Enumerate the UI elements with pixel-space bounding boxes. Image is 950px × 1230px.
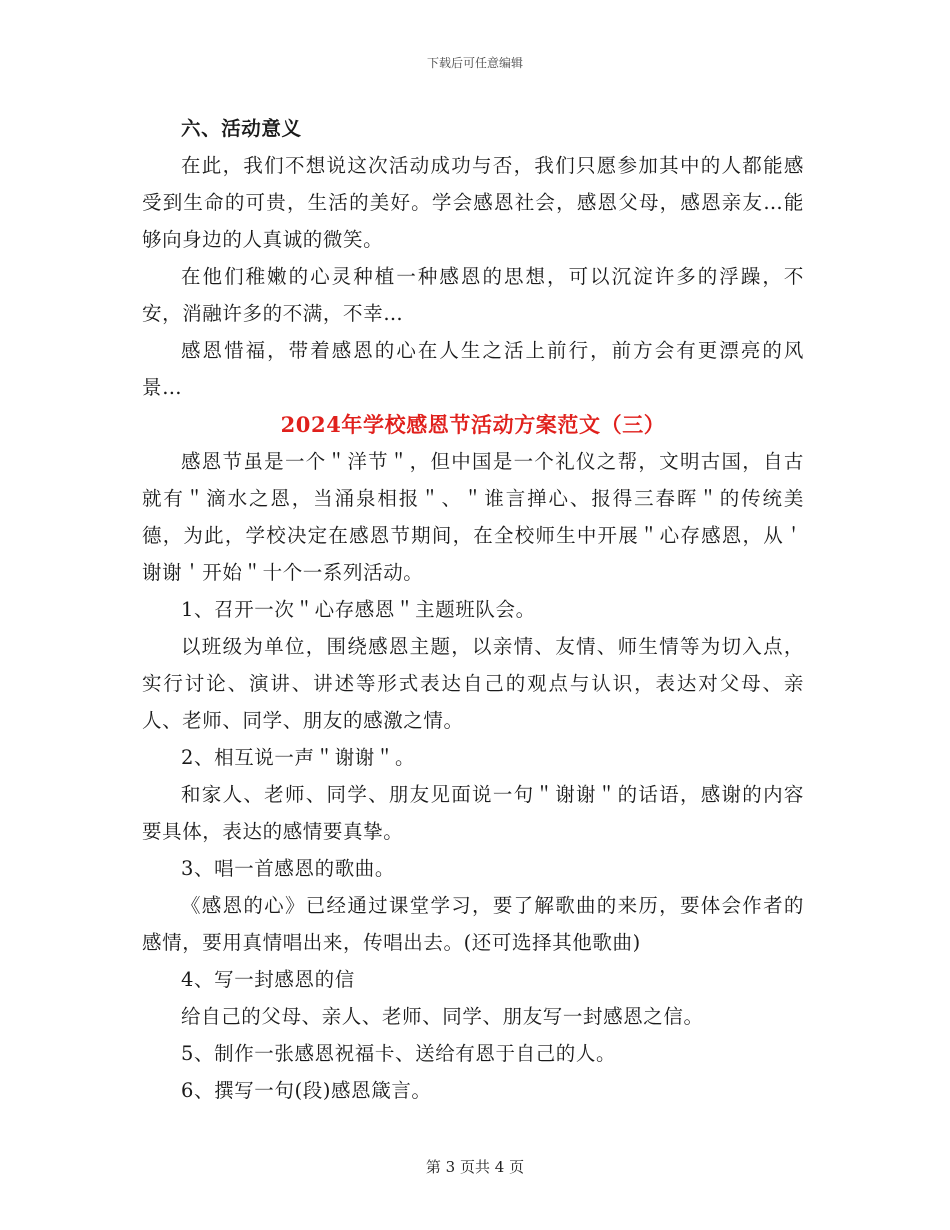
document-body	[142, 108, 804, 1109]
activity-item-heading: 6、撰写一句(段)感恩箴言。	[181, 1079, 432, 1102]
document-title: 2024年学校感恩节活动方案范文（三）	[280, 412, 666, 437]
paragraph: 在他们稚嫩的心灵种植一种感恩的思想，可以沉淀许多的浮躁，不安，消融许多的不满，不幸…	[142, 265, 804, 325]
activity-item-body: 以班级为单位，围绕感恩主题，以亲情、友情、师生情等为切入点，实行讨论、演讲、讲述等形式表达自己的观点与认识，表达对父母、亲人、老师、同学、朋友的感激之情。	[142, 635, 804, 732]
activity-item-heading: 5、制作一张感恩祝福卡、送给有恩于自己的人。	[181, 1042, 617, 1065]
page-header: 下载后可任意编辑	[426, 56, 523, 70]
activity-item-heading: 4、写一封感恩的信	[181, 968, 355, 991]
page-footer: 第 3 页共 4 页	[425, 1158, 525, 1176]
activity-item-body: 给自己的父母、亲人、老师、同学、朋友写一封感恩之信。	[181, 1005, 704, 1028]
activity-item-heading: 1、召开一次＂心存感恩＂主题班队会。	[181, 598, 536, 621]
activity-item-body: 和家人、老师、同学、朋友见面说一句＂谢谢＂的话语，感谢的内容要具体，表达的感情要真挚。	[142, 783, 804, 843]
intro-paragraph: 感恩节虽是一个＂洋节＂，但中国是一个礼仪之帮，文明古国，自古就有＂滴水之恩，当涌泉相报＂、＂谁言掸心、报得三春晖＂的传统美德，为此，学校决定在感恩节期间，在全校师生中开展＂心存感恩，从＇谢谢＇开始＂十个一系列活动。	[142, 450, 804, 584]
activity-item-heading: 3、唱一首感恩的歌曲。	[181, 857, 396, 880]
paragraph: 感恩惜福，带着感恩的心在人生之活上前行，前方会有更漂亮的风景…	[142, 339, 804, 399]
section-heading: 六、活动意义	[181, 117, 302, 140]
activity-item-body: 《感恩的心》已经通过课堂学习，要了解歌曲的来历，要体会作者的感情，要用真情唱出来，传唱出去。(还可选择其他歌曲)	[142, 894, 804, 954]
paragraph: 在此，我们不想说这次活动成功与否，我们只愿参加其中的人都能感受到生命的可贵，生活的美好。学会感恩社会，感恩父母，感恩亲友…能够向身边的人真诚的微笑。	[142, 154, 804, 251]
activity-item-heading: 2、相互说一声＂谢谢＂。	[181, 746, 416, 769]
